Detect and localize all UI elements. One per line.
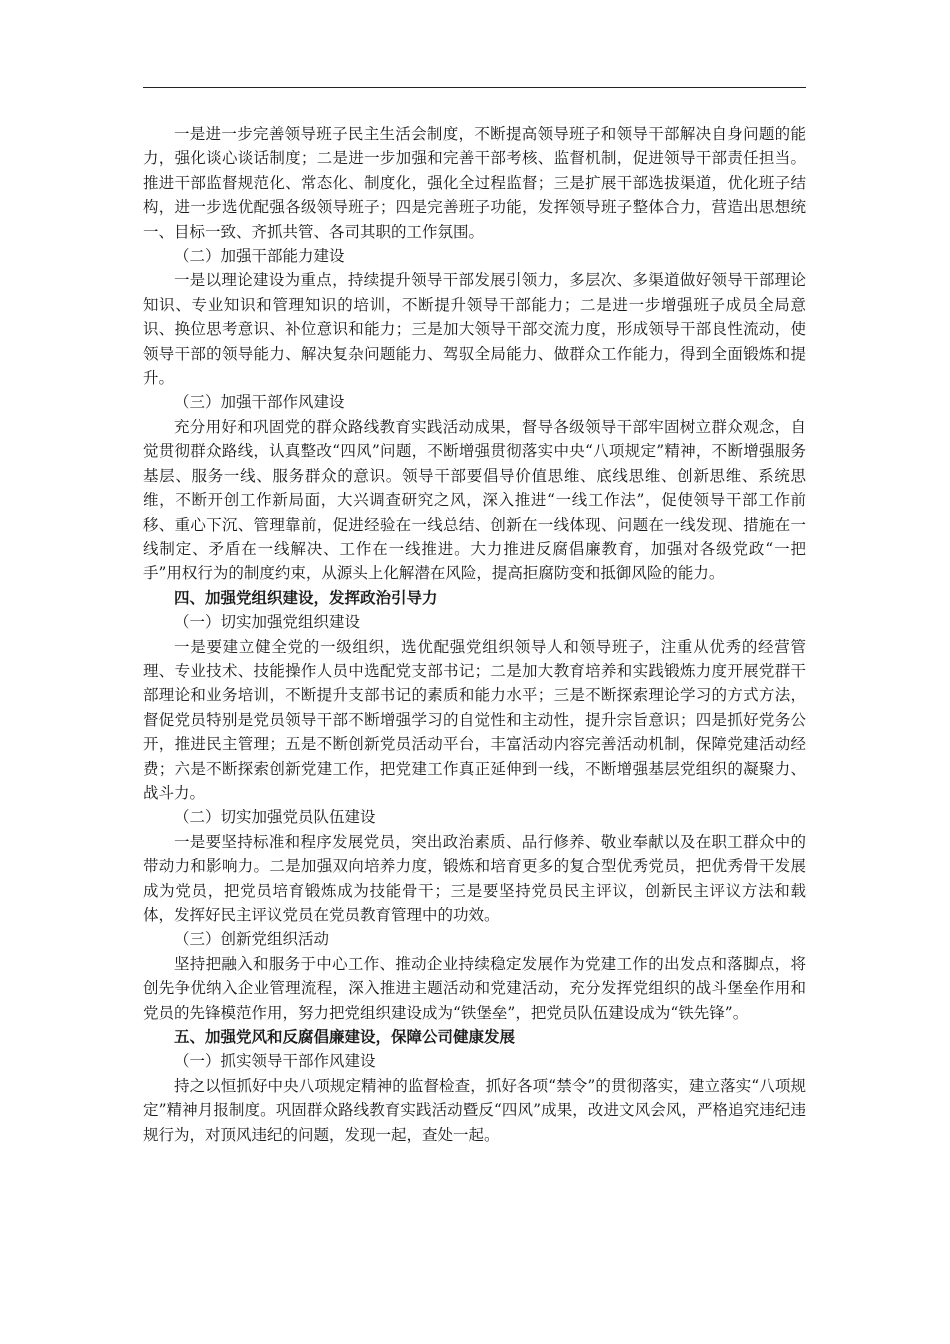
subheading-party-members: （二）切实加强党员队伍建设 <box>174 808 376 827</box>
paragraph-6: 坚持把融入和服务于中心工作、推动企业持续稳定发展作为党建工作的出发点和落脚点，将创先争优纳入企业管理流程，深入推进主题活动和党建活动，充分发挥党组织的战斗堡垒作用和党员的先锋模范作用，努力把党组织建设成为“铁堡垒”，把党员队伍建设成为“铁先锋”。 <box>143 954 806 1022</box>
paragraph-5: 一是要坚持标准和程序发展党员，突出政治素质、品行修养、敬业奉献以及在职工群众中的带动力和影响力。二是加强双向培养力度，锻炼和培育更多的复合型优秀党员，把优秀骨干发展成为党员，把党员培育锻炼成为技能骨干；三是要坚持党员民主评议，创新民主评议方法和载体，发挥好民主评议党员在党员教育管理中的功效。 <box>143 832 806 924</box>
paragraph-7: 持之以恒抓好中央八项规定精神的监督检查，抓好各项“禁令”的贯彻落实，建立落实“八项规定”精神月报制度。巩固群众路线教育实践活动暨反“四风”成果，改进文风会风，严格追究违纪违规行为，对顶风违纪的问题，发现一起，查处一起。 <box>143 1076 806 1144</box>
paragraph-1: 一是进一步完善领导班子民主生活会制度，不断提高领导班子和领导干部解决自身问题的能力，强化谈心谈话制度；二是进一步加强和完善干部考核、监督机制，促进领导干部责任担当。推进干部监督规范化、常态化、制度化，强化全过程监督；三是扩展干部选拔渠道，优化班子结构，进一步选优配强各级领导班子；四是完善班子功能，发挥领导班子整体合力，营造出思想统一、目标一致、齐抓共管、各司其职的工作氛围。 <box>143 125 806 241</box>
paragraph-4: 一是要建立健全党的一级组织，选优配强党组织领导人和领导班子，注重从优秀的经营管理、专业技术、技能操作人员中选配党支部书记；二是加大教育培养和实践锻炼力度开展党群干部理论和业务培训，不断提升支部书记的素质和能力水平；三是不断探索理论学习的方式方法，督促党员特别是党员领导干部不断增强学习的自觉性和主动性，提升宗旨意识；四是抓好党务公开，推进民主管理；五是不断创新党员活动平台，丰富活动内容完善活动机制，保障党建活动经费；六是不断探索创新党建工作，把党建工作真正延伸到一线，不断增强基层党组织的凝聚力、战斗力。 <box>143 637 806 802</box>
header-rule <box>143 87 806 88</box>
subheading-party-organization: （一）切实加强党组织建设 <box>174 613 361 632</box>
subheading-cadre-style: （三）加强干部作风建设 <box>174 393 345 412</box>
subheading-innovate-activities: （三）创新党组织活动 <box>174 930 330 949</box>
document-body <box>143 122 806 1147</box>
section-heading-5: 五、加强党风和反腐倡廉建设，保障公司健康发展 <box>174 1027 516 1047</box>
paragraph-3: 充分用好和巩固党的群众路线教育实践活动成果，督导各级领导干部牢固树立群众观念，自觉贯彻群众路线，认真整改“四风”问题，不断增强贯彻落实中央“八项规定”精神，不断增强服务基层、服务一线、服务群众的意识。领导干部要倡导价值思维、底线思维、创新思维、系统思维，不断开创工作新局面，大兴调查研究之风，深入推进“一线工作法”，促使领导干部工作前移、重心下沉、管理靠前，促进经验在一线总结、创新在一线体现、问题在一线发现、措施在一线制定、矛盾在一线解决、工作在一线推进。大力推进反腐倡廉教育，加强对各级党政“一把手”用权行为的制度约束，从源头上化解潜在风险，提高拒腐防变和抵御风险的能力。 <box>143 417 806 583</box>
subheading-cadre-ability: （二）加强干部能力建设 <box>174 247 345 266</box>
section-heading-4: 四、加强党组织建设，发挥政治引导力 <box>174 587 438 607</box>
subheading-leader-style: （一）抓实领导干部作风建设 <box>174 1052 376 1071</box>
paragraph-2: 一是以理论建设为重点，持续提升领导干部发展引领力，多层次、多渠道做好领导干部理论知识、专业知识和管理知识的培训，不断提升领导干部能力；二是进一步增强班子成员全局意识、换位思考意识、补位意识和能力；三是加大领导干部交流力度，形成领导干部良性流动，使领导干部的领导能力、解决复杂问题能力、驾驭全局能力、做群众工作能力，得到全面锻炼和提升。 <box>143 271 806 388</box>
